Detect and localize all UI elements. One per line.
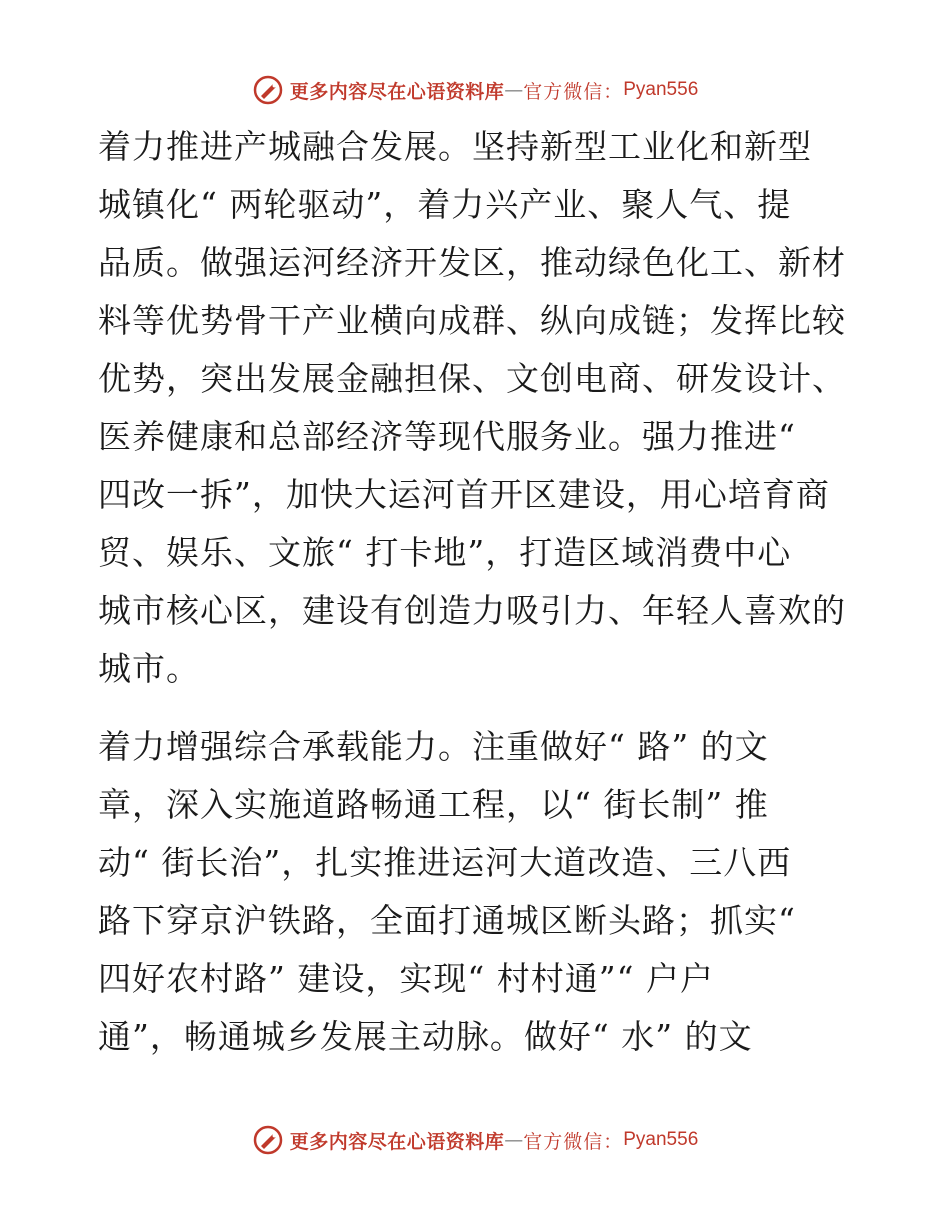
text-line: 医养健康和总部经济等现代服务业。强力推进“ [98,417,796,456]
paragraph-1 [98,118,858,698]
text-line: 四改一拆”，加快大运河首开区建设，用心培育商 [98,475,830,514]
text-line: 城市核心区，建设有创造力吸引力、年轻人喜欢的 [98,591,846,630]
text-line: 品质。做强运河经济开发区，推动绿色化工、新材 [98,243,846,282]
footer-watermark [0,1120,950,1160]
watermark-brand: 更多内容尽在心语资料库 [289,1130,505,1153]
text-line: 通”，畅通城乡发展主动脉。做好“ 水” 的文 [98,1017,753,1056]
watermark-wechat-label: 官方微信： [523,1130,624,1153]
text-line: 着力推进产城融合发展。坚持新型工业化和新型 [98,127,812,166]
text-line: 着力增强综合承载能力。注重做好“ 路” 的文 [98,727,769,766]
watermark-dash: — [504,1129,524,1151]
watermark-wechat-id: Pyan556 [623,79,699,100]
text-line: 路下穿京沪铁路，全面打通城区断头路；抓实“ [98,901,796,940]
watermark-brand: 更多内容尽在心语资料库 [289,80,505,103]
text-line: 动“ 街长治”，扎实推进运河大道改造、三八西 [98,843,792,882]
text-line: 城镇化“ 两轮驱动”，着力兴产业、聚人气、提 [98,185,792,224]
pen-nib-logo-icon [252,1124,284,1156]
paragraph-2 [98,718,858,1066]
text-line: 城市。 [98,649,200,688]
header-watermark [0,70,950,110]
text-line: 章，深入实施道路畅通工程，以“ 街长制” 推 [98,785,769,824]
text-line: 料等优势骨干产业横向成群、纵向成链；发挥比较 [98,301,846,340]
text-line: 四好农村路” 建设，实现“ 村村通”“ 户户 [98,959,714,998]
text-line: 优势，突出发展金融担保、文创电商、研发设计、 [98,359,846,398]
watermark-wechat-id: Pyan556 [623,1129,699,1150]
watermark-dash: — [504,79,524,101]
watermark-wechat-label: 官方微信： [523,80,624,103]
pen-nib-logo-icon [252,74,284,106]
text-line: 贸、娱乐、文旅“ 打卡地”，打造区域消费中心 [98,533,792,572]
